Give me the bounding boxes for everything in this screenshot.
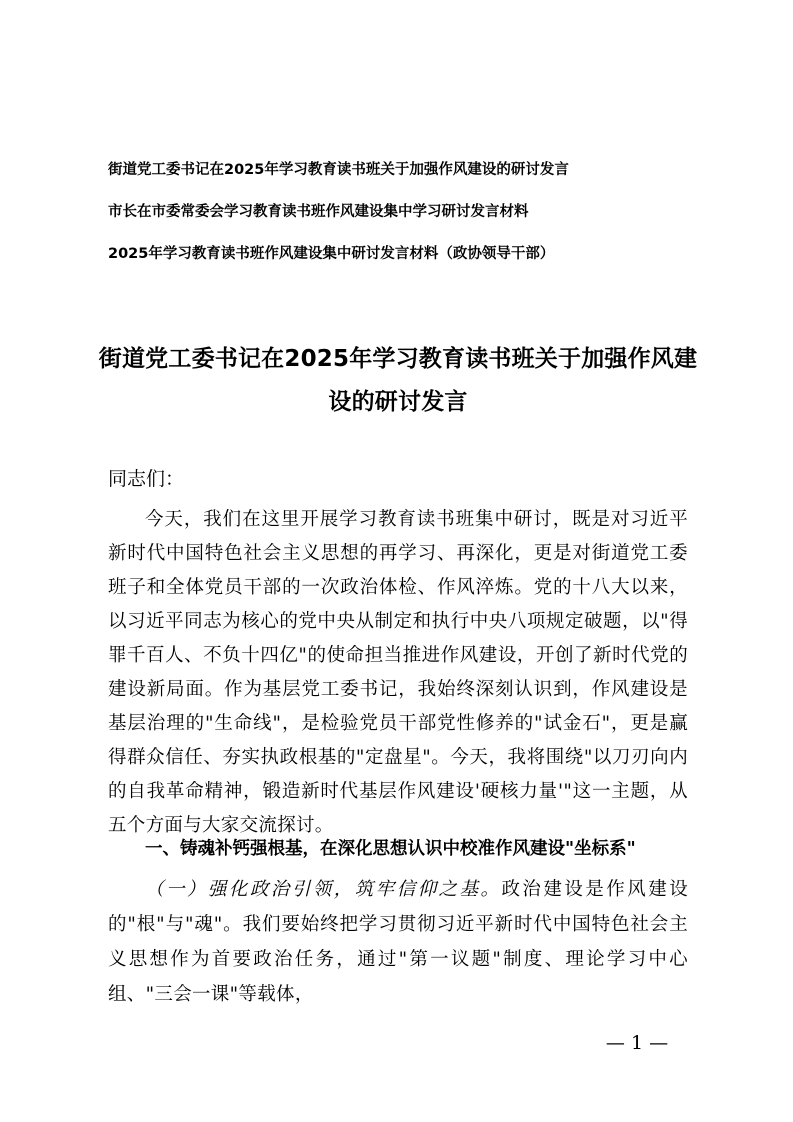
toc-item-2[interactable]: 市长在市委常委会学习教育读书班作风建设集中学习研讨发言材料 — [108, 204, 529, 220]
section-heading-1: 一、铸魂补钙强根基，在深化思想认识中校准作风建设"坐标系" — [145, 839, 636, 859]
document-title: 街道党工委书记在2025年学习教育读书班关于加强作风建设的研讨发言 — [98, 346, 698, 415]
subsection-paragraph — [108, 872, 688, 1012]
salutation: 同志们： — [108, 468, 185, 490]
subsection-lead: （一）强化政治引领，筑牢信仰之基。 — [145, 879, 502, 900]
page-number: — 1 — — [605, 1032, 669, 1054]
toc-item-3[interactable]: 2025年学习教育读书班作风建设集中研讨发言材料（政协领导干部） — [108, 246, 555, 262]
body-paragraph: 今天，我们在这里开展学习教育读书班集中研讨，既是对习近平新时代中国特色社会主义思想的再学习、再深化，更是对街道党工委班子和全体党员干部的一次政治体检、作风淬炼。党的十八大以来，以习近平同志为核心的党中央从制定和执行中央八项规定破题，以"得罪千百人、不负十四亿"的使命担当推进作风建设，开创了新时代党的建设新局面。作为基层党工委书记，我始终深刻认识到，作风建设是基层治理的"生命线"，是检验党员干部党性修养的"试金石"，更是赢得群众信任、夯实执政根基的"定盘星"。今天，我将围绕"以刀刃向内的自我革命精神，锻造新时代基层作风建设'硬核力量'"这一主题，从五个方面与大家交流探讨。 — [108, 509, 688, 836]
table-of-contents — [108, 160, 569, 286]
subsection-text: 政治建设是作风建设的"根"与"魂"。我们要始终把学习贯彻习近平新时代中国特色社会主义思想作为首要政治任务，通过"第一议题"制度、理论学习中心组、"三会一课"等载体， — [108, 879, 688, 1005]
toc-item-1[interactable]: 街道党工委书记在2025年学习教育读书班关于加强作风建设的研讨发言 — [108, 162, 569, 178]
